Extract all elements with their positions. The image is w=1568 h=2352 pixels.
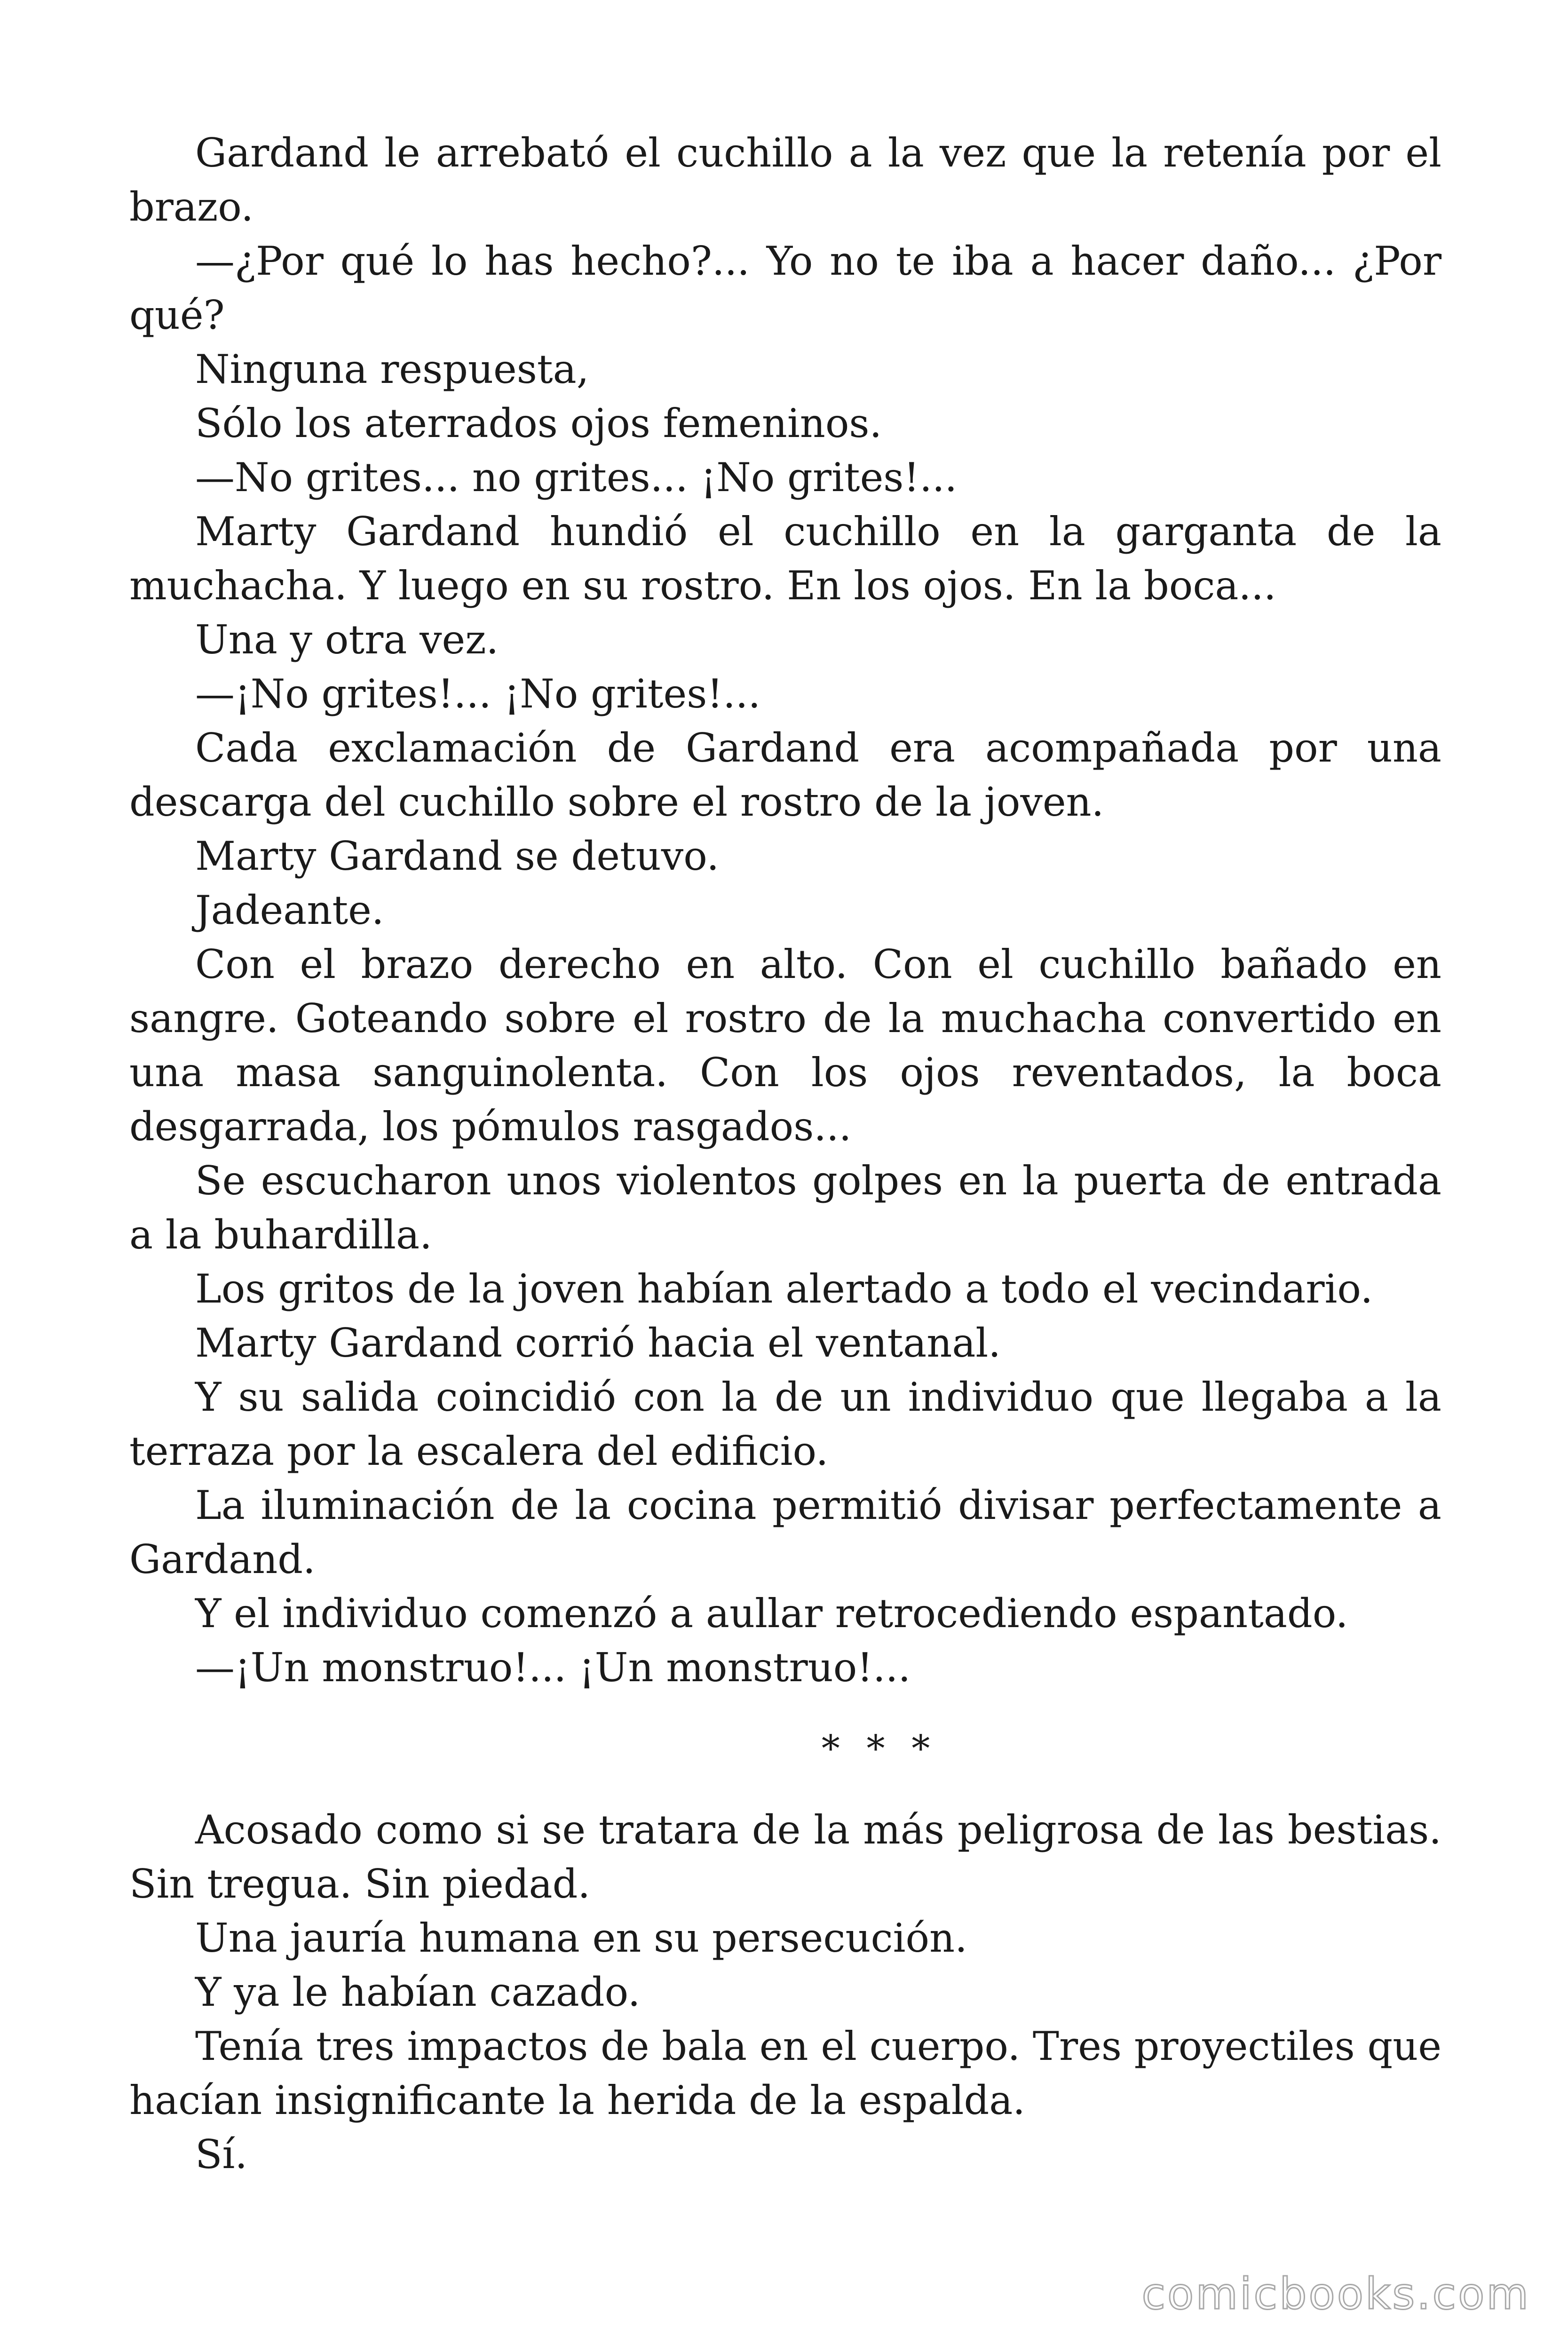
paragraph: Y el individuo comenzó a aullar retrocediendo espantado.	[195, 1590, 1348, 1637]
paragraph: La iluminación de la cocina permitió divisar perfectamente a Gardand.	[129, 1482, 1441, 1582]
watermark: comicbooks.com	[1141, 2269, 1530, 2319]
paragraph: —No grites... no grites... ¡No grites!...	[195, 454, 958, 501]
paragraph: Sólo los aterrados ojos femeninos.	[195, 400, 882, 446]
paragraph: Se escucharon unos violentos golpes en la puerta de entrada a la buhardilla.	[129, 1158, 1441, 1258]
paragraph: —¿Por qué lo has hecho?... Yo no te iba a hacer daño... ¿Por qué?	[129, 238, 1441, 338]
paragraph: Con el brazo derecho en alto. Con el cuchillo bañado en sangre. Goteando sobre el rostro de la muchacha convertido en una masa sanguinolenta. Con los ojos reventados, la boca desgarrada, los pómulos rasgados...	[129, 941, 1441, 1150]
paragraph: —¡No grites!... ¡No grites!...	[195, 671, 761, 717]
paragraph: Y su salida coincidió con la de un individuo que llegaba a la terraza por la escalera del edificio.	[129, 1374, 1441, 1474]
paragraph: Gardand le arrebató el cuchillo a la vez que la retenía por el brazo.	[129, 130, 1441, 230]
paragraph: Sí.	[195, 2131, 248, 2177]
paragraph: Tenía tres impactos de bala en el cuerpo. Tres proyectiles que hacían insignificante la herida de la espalda.	[129, 2023, 1441, 2123]
paragraph: Marty Gardand corrió hacia el ventanal.	[195, 1320, 1001, 1366]
paragraph: Jadeante.	[195, 887, 384, 933]
paragraph: Marty Gardand hundió el cuchillo en la garganta de la muchacha. Y luego en su rostro. En los ojos. En la boca...	[129, 509, 1441, 609]
paragraph: Una jauría humana en su persecución.	[195, 1915, 967, 1961]
paragraph: Los gritos de la joven habían alertado a todo el vecindario.	[195, 1266, 1373, 1312]
section-separator: * * *	[821, 1728, 938, 1770]
paragraph: Y ya le habían cazado.	[195, 1969, 641, 2015]
paragraph: Acosado como si se tratara de la más peligrosa de las bestias. Sin tregua. Sin piedad.	[129, 1807, 1441, 1907]
paragraph: Cada exclamación de Gardand era acompañada por una descarga del cuchillo sobre el rostro de la joven.	[129, 725, 1441, 825]
paragraph: Marty Gardand se detuvo.	[195, 833, 720, 879]
paragraph: Una y otra vez.	[195, 617, 499, 663]
book-page	[129, 126, 1441, 2182]
paragraph: —¡Un monstruo!... ¡Un monstruo!...	[195, 1645, 911, 1691]
paragraph: Ninguna respuesta,	[195, 346, 589, 392]
